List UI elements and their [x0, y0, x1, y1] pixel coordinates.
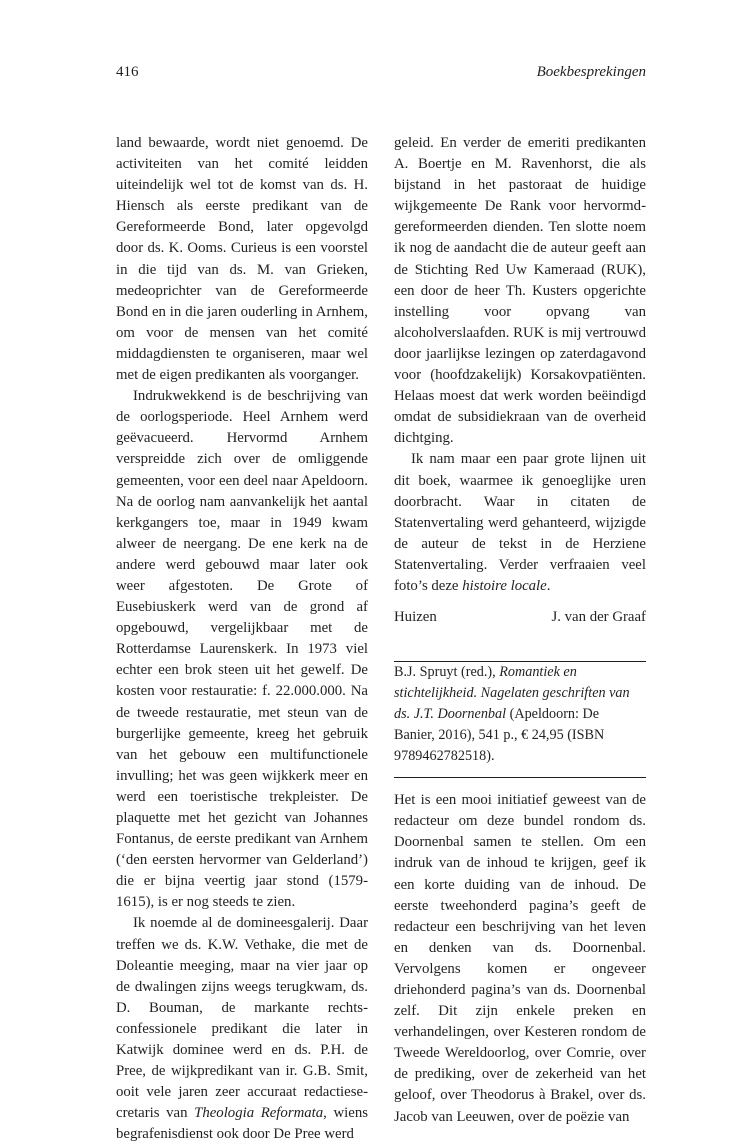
italic-phrase: histoire locale — [462, 577, 547, 594]
paragraph-text: Ik nam maar een paar grote lijnen uit dit boek, waarmee ik genoeglijke uren doorbracht. Waar in citaten de Statenvertaling werd gehanteerd, wijzigde de auteur de tekst in de Herziene Statenvertaling. Verder verfraaien veel foto’s deze — [394, 451, 646, 594]
paragraph: geleid. En verder de emeriti predikanten A. Boertje en M. Ravenhorst, die als bijstand in het pastoraat de huidige wijkgemeente De Rank voor hervormd-gereformeerden dienden. Ten slotte noem ik nog de aandacht die de auteur geeft aan de Stichting Red Uw Kameraad (RUK), een door de heer Th. Kusters opgerichte instelling voor opvang van alcoholverslaafden. RUK is mij vertrouwd door jaarlijkse lezingen op zaterdagavond voor (hoofdzakelijk) Korsakovpatiënten. Helaas moest dat werk worden beëindigd omdat de subsidiekraan van de overheid dichtging. — [394, 135, 646, 447]
running-head: Boekbesprekingen — [536, 64, 646, 80]
book-title: Romantiek en stichtelijkheid. Nagelaten geschriften van ds. J.T. Doornenbal — [394, 664, 630, 723]
right-column — [394, 133, 646, 1128]
divider — [394, 777, 646, 778]
review-signature — [394, 607, 646, 628]
signature-name: J. van der Graaf — [551, 609, 646, 626]
signature-place: Huizen — [394, 609, 437, 626]
journal-title: Theologia Reformata — [194, 1105, 324, 1122]
bib-details: (Apeldoorn: De Banier, 2016), 541 p., € 24,95 (ISBN 9789462782518). — [394, 706, 605, 765]
page-number: 416 — [116, 64, 139, 80]
paragraph: Het is een mooi initiatief geweest van de redacteur om deze bundel rondom ds. Doornenbal samen te stellen. Om een indruk van de inhoud te krijgen, geef ik een korte duiding van de inhoud. De eerste tweehonderd pagina’s geeft de redacteur een beschrijving van het leven en denken van ds. Doornenbal. Vervolgens komen er ongeveer driehonderd pagina’s van ds. Doornenbal zelf. Dit zijn enkele preken en verhandelingen, over Kesteren rondom de Tweede Wereldoorlog, over Comrie, over de prediking, over de zekerheid van het geloof, over Theodorus à Brakel, over ds. Jacob van Leeuwen, over de poëzie van — [394, 792, 646, 1125]
paragraph-text: Ik noemde al de domineesgalerij. Daar treffen we ds. K.W. Vethake, die met de Doleantie meeging, maar na vier jaar op de dwalingen zijns weegs terugkwam, ds. D. Bouman, de markante rechts-confessionele predikant die later in Katwijk dominee werd en ds. P.H. de Pree, de wijkpredikant van ir. G.B. Smit, ooit vele jaren zeer accuraat redactiesecretaris van — [116, 915, 368, 1122]
paragraph-text: . — [546, 577, 551, 594]
paragraph — [394, 449, 646, 597]
paragraph: Indrukwekkend is de beschrijving van de oorlogsperiode. Heel Arnhem werd geëvacueerd. Hervormd Arnhem verspreidde zich over de omliggende gemeenten, voor een deel naar Apeldoorn. Na de oorlog nam aanvankelijk het aantal kerkgangers toe, maar in 1949 kwam alweer de neergang. De ene kerk na de andere werd gebouwd maar later ook weer afgestoten. De Grote of Eusebiuskerk werd van de grond af opgebouwd, vergelijkbaar met de Rotterdamse Laurenskerk. In 1973 viel echter een brok steen uit het gewelf. De kosten voor restauratie: f. 22.000.000. Na de tweede restauratie, met steun van de burgerlijke gemeente, kreeg het gebruik van het gebouw een multifunctionele invulling; het was geen wijkkerk meer en werd een toeristische trekpleister. De plaquette met het gezicht van Johannes Fontanus, de eerste predikant van Arnhem (‘den eersten hervormer van Gelderland’) die er bijna veertig jaar stond (1579-1615), is er nog steeds te zien. — [116, 388, 368, 911]
bibliographic-entry — [394, 662, 646, 767]
left-column — [116, 133, 368, 1146]
paragraph — [116, 913, 368, 1145]
bib-author: B.J. Spruyt (red.), — [394, 664, 500, 681]
paragraph-text: , wiens begrafenisdienst ook door De Pree werd — [116, 1105, 368, 1143]
paragraph: land bewaarde, wordt niet genoemd. De activiteiten van het comité leidden uiteindelijk wel tot de komst van ds. H. Hiensch als eerste predikant van de Gereformeerde Bond, later opgevolgd door ds. K. Ooms. Curieus is een voorstel in die tijd van ds. M. van Grieken, medeoprichter van de Gereformeerde Bond en in die jaren ouderling in Arnhem, om voor de mensen van het comité middagdiensten te organiseren, maar wel met de eigen predikanten als voorganger. — [116, 135, 368, 384]
